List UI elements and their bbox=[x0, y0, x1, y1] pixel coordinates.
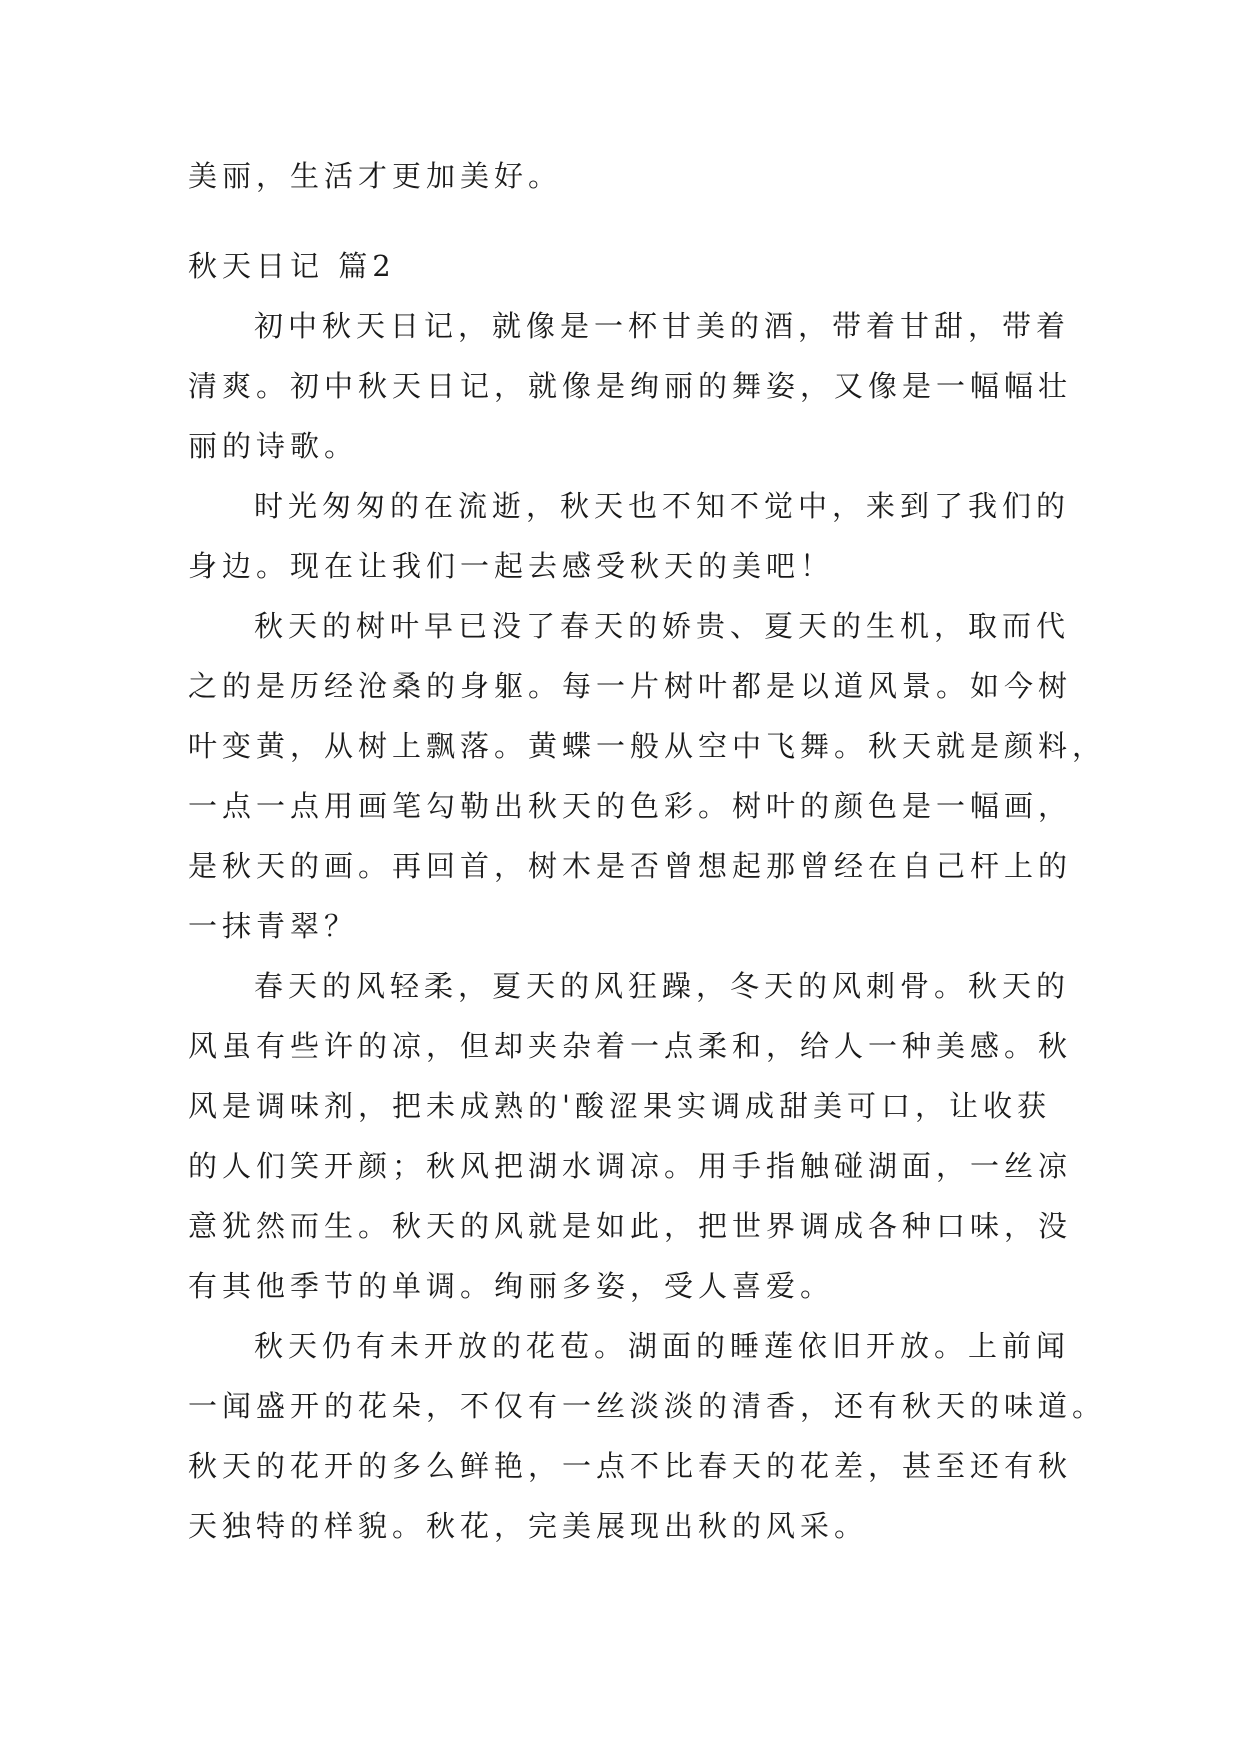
text-line: 秋天的花开的多么鲜艳，一点不比春天的花差，甚至还有秋 bbox=[188, 1449, 1073, 1483]
paragraph-first-line: 春天的风轻柔，夏天的风狂躁，冬天的风刺骨。秋天的 bbox=[254, 969, 1071, 1003]
text-line: 一点一点用画笔勾勒出秋天的色彩。树叶的颜色是一幅画， bbox=[188, 789, 1073, 823]
text-line: 身边。现在让我们一起去感受秋天的美吧！ bbox=[188, 549, 835, 583]
text-line: 之的是历经沧桑的身躯。每一片树叶都是以道风景。如今树 bbox=[188, 669, 1073, 703]
text-line: 风虽有些许的凉，但却夹杂着一点柔和，给人一种美感。秋 bbox=[188, 1029, 1073, 1063]
section-heading: 秋天日记 篇2 bbox=[188, 249, 396, 283]
document-body bbox=[188, 155, 1107, 1565]
paragraph-first-line: 秋天仍有未开放的花苞。湖面的睡莲依旧开放。上前闻 bbox=[254, 1329, 1071, 1363]
text-line: 意犹然而生。秋天的风就是如此，把世界调成各种口味，没 bbox=[188, 1209, 1073, 1243]
text-line: 的人们笑开颜；秋风把湖水调凉。用手指触碰湖面，一丝凉 bbox=[188, 1149, 1073, 1183]
text-line: 叶变黄，从树上飘落。黄蝶一般从空中飞舞。秋天就是颜料， bbox=[188, 729, 1107, 763]
paragraph-first-line: 时光匆匆的在流逝，秋天也不知不觉中，来到了我们的 bbox=[254, 489, 1071, 523]
text-line: 是秋天的画。再回首，树木是否曾想起那曾经在自己杆上的 bbox=[188, 849, 1073, 883]
text-line: 丽的诗歌。 bbox=[188, 429, 359, 463]
text-line: 一抹青翠？ bbox=[188, 909, 359, 943]
text-line: 风是调味剂，把未成熟的'酸涩果实调成甜美可口，让收获 bbox=[188, 1089, 1051, 1123]
text-line: 清爽。初中秋天日记，就像是绚丽的舞姿，又像是一幅幅壮 bbox=[188, 369, 1073, 403]
paragraph-first-line: 秋天的树叶早已没了春天的娇贵、夏天的生机，取而代 bbox=[254, 609, 1071, 643]
text-line: 天独特的样貌。秋花，完美展现出秋的风采。 bbox=[188, 1509, 869, 1543]
paragraph-first-line: 初中秋天日记，就像是一杯甘美的酒，带着甘甜，带着 bbox=[254, 309, 1071, 343]
text-line: 有其他季节的单调。绚丽多姿，受人喜爱。 bbox=[188, 1269, 835, 1303]
text-line: 一闻盛开的花朵，不仅有一丝淡淡的清香，还有秋天的味道。 bbox=[188, 1389, 1107, 1423]
text-line: 美丽，生活才更加美好。 bbox=[188, 159, 563, 193]
